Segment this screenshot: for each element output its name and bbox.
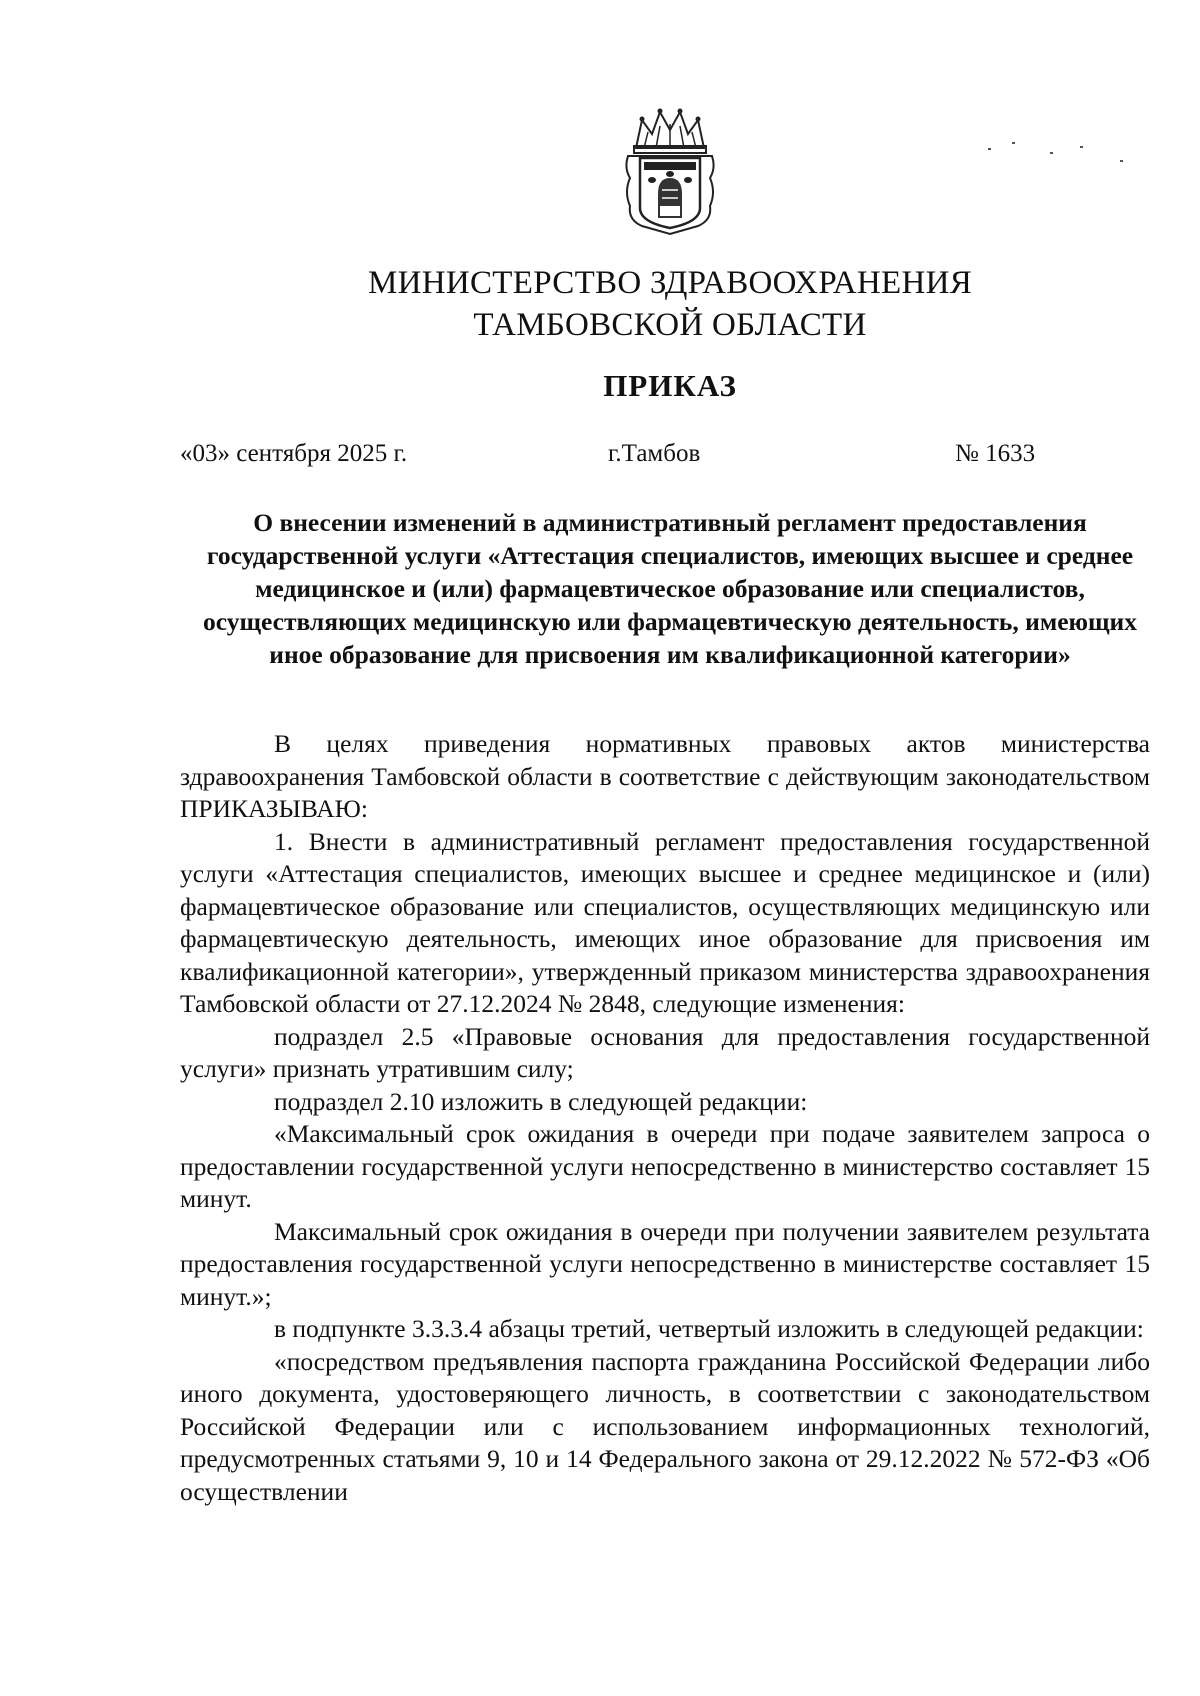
coat-of-arms-emblem <box>622 108 718 236</box>
body-paragraph: «Максимальный срок ожидания в очереди при подаче заявителем запроса о предоставлении государственной услуги непосредственно в министерство составляет 15 минут. <box>180 1119 1150 1213</box>
scan-speck <box>1080 146 1083 148</box>
scan-speck <box>1120 160 1123 162</box>
order-body <box>180 728 1150 1508</box>
ministry-name-line1: МИНИСТЕРСТВО ЗДРАВООХРАНЕНИЯ <box>367 265 973 301</box>
scan-speck <box>1012 142 1015 144</box>
body-paragraph: Максимальный срок ожидания в очереди при получении заявителем результата предоставления государственной услуги непосредственно в министерстве составляет 15 минут.»; <box>180 1216 1150 1311</box>
order-date: «03» сентября 2025 г. <box>180 440 408 467</box>
order-subject: О внесении изменений в административный регламент предоставления государственной услуги «Аттестация специалистов, имеющих высшее и среднее медицинское и (или) фармацевтическое образование или специалистов, осуществляющих медицинскую или фармацевтическую деятельность, имеющих иное образование для присвоения им квалификационной категории» <box>203 508 1137 669</box>
order-city: г.Тамбов <box>608 440 701 467</box>
ministry-name-line2: ТАМБОВСКОЙ ОБЛАСТИ <box>473 307 867 343</box>
body-paragraph: 1. Внести в административный регламент предоставления государственной услуги «Аттестация специалистов, имеющих высшее и среднее медицинское и (или) фармацевтическое образование или специалистов, осуществляющих медицинскую или фармацевтическую деятельность, имеющих иное образование для присвоения им квалификационной категории», утвержденный приказом министерства здравоохранения Тамбовской области от 27.12.2024 № 2848, следующие изменения: <box>180 826 1150 1018</box>
body-paragraph: подраздел 2.10 изложить в следующей редакции: <box>274 1086 808 1116</box>
document-type: ПРИКАЗ <box>603 368 737 403</box>
scan-speck <box>988 148 991 150</box>
body-paragraph: в подпункте 3.3.3.4 абзацы третий, четвертый изложить в следующей редакции: <box>274 1314 1144 1343</box>
order-number: № 1633 <box>955 440 1036 467</box>
ministry-name <box>300 262 1040 346</box>
body-paragraph: «посредством предъявления паспорта гражданина Российской Федерации либо иного документа, удостоверяющего личность, в соответствии с законодательством Российской Федерации или с использованием информационных технологий, предусмотренных статьями 9, 10 и 14 Федерального закона от 29.12.2022 № 572-ФЗ «Об осуществлении <box>180 1346 1150 1506</box>
body-paragraph: подраздел 2.5 «Правовые основания для предоставления государственной услуги» признать утратившим силу; <box>180 1021 1150 1083</box>
scan-speck <box>1050 152 1053 154</box>
body-paragraph: В целях приведения нормативных правовых актов министерства здравоохранения Тамбовской области в соответствие с действующим законодательством ПРИКАЗЫВАЮ: <box>180 729 1150 823</box>
